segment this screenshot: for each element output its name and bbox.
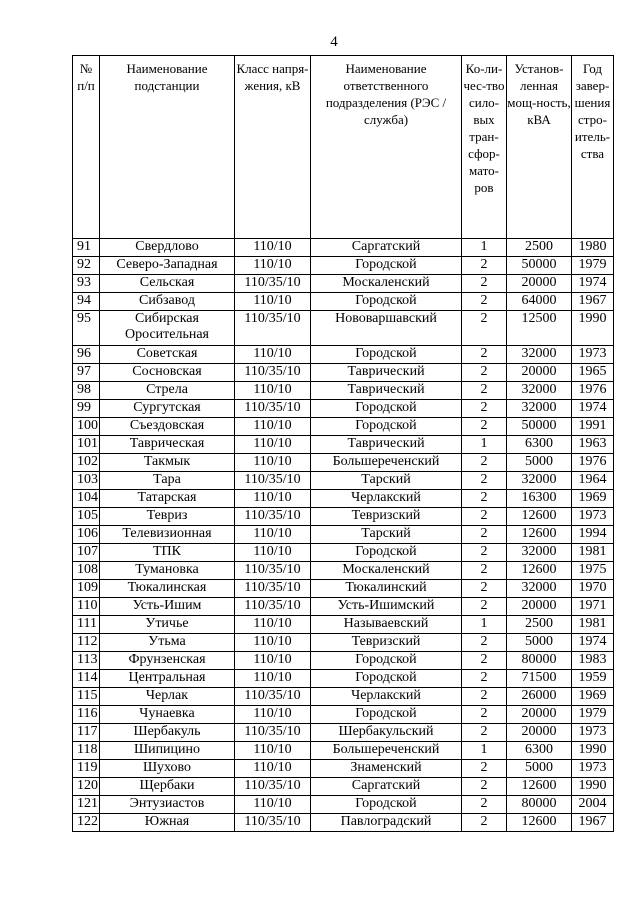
cell-name: Южная [100, 814, 235, 832]
header-power: Установ-ленная мощ-ность, кВА [507, 56, 572, 239]
cell-name: Шербакуль [100, 724, 235, 742]
cell-count: 2 [462, 778, 507, 796]
cell-power: 80000 [507, 796, 572, 814]
cell-count: 2 [462, 508, 507, 526]
cell-power: 50000 [507, 418, 572, 436]
cell-count: 2 [462, 346, 507, 364]
cell-count: 2 [462, 257, 507, 275]
cell-num: 121 [73, 796, 100, 814]
cell-year: 1994 [572, 526, 614, 544]
table-row [73, 346, 614, 364]
cell-division: Городской [311, 706, 462, 724]
cell-year: 2004 [572, 796, 614, 814]
header-count: Ко-ли-чес-тво сило-вых тран-сфор-мато-ров [462, 56, 507, 239]
cell-power: 5000 [507, 634, 572, 652]
cell-year: 1990 [572, 742, 614, 760]
cell-year: 1981 [572, 616, 614, 634]
table-row [73, 364, 614, 382]
cell-power: 64000 [507, 293, 572, 311]
cell-num: 110 [73, 598, 100, 616]
cell-division: Городской [311, 796, 462, 814]
cell-num: 102 [73, 454, 100, 472]
cell-division: Городской [311, 293, 462, 311]
cell-year: 1967 [572, 293, 614, 311]
cell-division: Тевризский [311, 508, 462, 526]
cell-voltage: 110/35/10 [235, 814, 311, 832]
cell-voltage: 110/10 [235, 293, 311, 311]
table-row [73, 454, 614, 472]
cell-division: Городской [311, 544, 462, 562]
cell-division: Усть-Ишимский [311, 598, 462, 616]
cell-voltage: 110/35/10 [235, 562, 311, 580]
cell-name: Телевизионная [100, 526, 235, 544]
cell-num: 115 [73, 688, 100, 706]
cell-voltage: 110/35/10 [235, 580, 311, 598]
cell-voltage: 110/10 [235, 706, 311, 724]
cell-name: Сибзавод [100, 293, 235, 311]
cell-num: 103 [73, 472, 100, 490]
cell-division: Таврический [311, 436, 462, 454]
table-row [73, 580, 614, 598]
cell-name: Таврическая [100, 436, 235, 454]
cell-voltage: 110/35/10 [235, 598, 311, 616]
cell-num: 97 [73, 364, 100, 382]
table-row [73, 490, 614, 508]
cell-year: 1969 [572, 490, 614, 508]
cell-year: 1969 [572, 688, 614, 706]
cell-count: 2 [462, 472, 507, 490]
table-row [73, 472, 614, 490]
cell-name: Усть-Ишим [100, 598, 235, 616]
cell-voltage: 110/10 [235, 454, 311, 472]
table-row [73, 778, 614, 796]
cell-division: Таврический [311, 364, 462, 382]
table-row [73, 796, 614, 814]
table-header [73, 56, 614, 239]
table-row [73, 436, 614, 454]
cell-count: 2 [462, 724, 507, 742]
cell-year: 1979 [572, 706, 614, 724]
cell-name: Тумановка [100, 562, 235, 580]
cell-count: 2 [462, 670, 507, 688]
cell-voltage: 110/10 [235, 616, 311, 634]
cell-year: 1959 [572, 670, 614, 688]
cell-name: Тара [100, 472, 235, 490]
cell-division: Нововаршавский [311, 311, 462, 346]
cell-division: Городской [311, 257, 462, 275]
cell-count: 2 [462, 580, 507, 598]
cell-power: 32000 [507, 580, 572, 598]
page-number: 4 [330, 34, 338, 50]
cell-power: 32000 [507, 382, 572, 400]
cell-num: 96 [73, 346, 100, 364]
cell-num: 100 [73, 418, 100, 436]
cell-count: 1 [462, 616, 507, 634]
cell-power: 26000 [507, 688, 572, 706]
table-row [73, 257, 614, 275]
cell-voltage: 110/10 [235, 239, 311, 257]
table-row [73, 526, 614, 544]
cell-count: 2 [462, 454, 507, 472]
cell-power: 20000 [507, 598, 572, 616]
cell-power: 12500 [507, 311, 572, 346]
cell-num: 92 [73, 257, 100, 275]
cell-division: Большереченский [311, 742, 462, 760]
cell-num: 119 [73, 760, 100, 778]
cell-voltage: 110/10 [235, 652, 311, 670]
cell-name: Тевриз [100, 508, 235, 526]
cell-voltage: 110/10 [235, 526, 311, 544]
cell-count: 2 [462, 275, 507, 293]
cell-num: 113 [73, 652, 100, 670]
cell-name: Такмык [100, 454, 235, 472]
cell-power: 5000 [507, 760, 572, 778]
cell-division: Москаленский [311, 275, 462, 293]
cell-year: 1970 [572, 580, 614, 598]
cell-num: 101 [73, 436, 100, 454]
cell-voltage: 110/10 [235, 346, 311, 364]
table-row [73, 670, 614, 688]
cell-name: Шипицино [100, 742, 235, 760]
cell-division: Городской [311, 400, 462, 418]
cell-year: 1976 [572, 382, 614, 400]
cell-power: 5000 [507, 454, 572, 472]
cell-count: 2 [462, 796, 507, 814]
cell-power: 12600 [507, 526, 572, 544]
cell-name: Центральная [100, 670, 235, 688]
cell-name: Стрела [100, 382, 235, 400]
cell-power: 32000 [507, 346, 572, 364]
cell-name: Утичье [100, 616, 235, 634]
cell-name: Фрунзенская [100, 652, 235, 670]
cell-name: Северо-Западная [100, 257, 235, 275]
header-voltage: Класс напря-жения, кВ [235, 56, 311, 239]
cell-voltage: 110/35/10 [235, 275, 311, 293]
cell-name: Энтузиастов [100, 796, 235, 814]
table-row [73, 688, 614, 706]
cell-num: 107 [73, 544, 100, 562]
table-row [73, 293, 614, 311]
cell-year: 1973 [572, 760, 614, 778]
cell-count: 2 [462, 293, 507, 311]
cell-count: 2 [462, 311, 507, 346]
cell-power: 12600 [507, 778, 572, 796]
cell-voltage: 110/35/10 [235, 364, 311, 382]
cell-num: 105 [73, 508, 100, 526]
cell-voltage: 110/10 [235, 544, 311, 562]
cell-count: 2 [462, 652, 507, 670]
cell-power: 20000 [507, 364, 572, 382]
cell-voltage: 110/35/10 [235, 400, 311, 418]
header-num: № п/п [73, 56, 100, 239]
cell-name: Сургутская [100, 400, 235, 418]
cell-num: 114 [73, 670, 100, 688]
cell-count: 2 [462, 562, 507, 580]
cell-year: 1983 [572, 652, 614, 670]
cell-count: 2 [462, 598, 507, 616]
cell-voltage: 110/35/10 [235, 472, 311, 490]
cell-voltage: 110/10 [235, 742, 311, 760]
cell-count: 2 [462, 706, 507, 724]
cell-name: Чунаевка [100, 706, 235, 724]
cell-voltage: 110/35/10 [235, 688, 311, 706]
cell-name: Шухово [100, 760, 235, 778]
cell-division: Городской [311, 652, 462, 670]
cell-year: 1963 [572, 436, 614, 454]
header-year: Год завер-шения стро-итель-ства [572, 56, 614, 239]
cell-num: 106 [73, 526, 100, 544]
header-division: Наименование ответственного подразделения (РЭС / служба) [311, 56, 462, 239]
cell-count: 2 [462, 418, 507, 436]
cell-voltage: 110/10 [235, 418, 311, 436]
cell-num: 112 [73, 634, 100, 652]
cell-voltage: 110/10 [235, 490, 311, 508]
cell-division: Москаленский [311, 562, 462, 580]
cell-power: 2500 [507, 239, 572, 257]
cell-year: 1964 [572, 472, 614, 490]
cell-name: Съездовская [100, 418, 235, 436]
table-body [73, 239, 614, 832]
cell-voltage: 110/35/10 [235, 724, 311, 742]
table-row [73, 311, 614, 346]
table-row [73, 544, 614, 562]
table-row [73, 562, 614, 580]
cell-division: Называевский [311, 616, 462, 634]
cell-count: 2 [462, 814, 507, 832]
cell-year: 1980 [572, 239, 614, 257]
cell-year: 1973 [572, 508, 614, 526]
table-row [73, 382, 614, 400]
cell-num: 122 [73, 814, 100, 832]
cell-year: 1967 [572, 814, 614, 832]
cell-power: 12600 [507, 562, 572, 580]
cell-voltage: 110/10 [235, 634, 311, 652]
cell-count: 2 [462, 634, 507, 652]
table-row [73, 634, 614, 652]
cell-division: Городской [311, 418, 462, 436]
cell-voltage: 110/10 [235, 670, 311, 688]
cell-num: 104 [73, 490, 100, 508]
cell-power: 2500 [507, 616, 572, 634]
cell-year: 1991 [572, 418, 614, 436]
cell-power: 50000 [507, 257, 572, 275]
table-row [73, 418, 614, 436]
cell-count: 2 [462, 760, 507, 778]
cell-num: 99 [73, 400, 100, 418]
cell-year: 1990 [572, 311, 614, 346]
cell-voltage: 110/10 [235, 382, 311, 400]
cell-voltage: 110/35/10 [235, 311, 311, 346]
cell-year: 1973 [572, 346, 614, 364]
cell-division: Большереченский [311, 454, 462, 472]
cell-power: 71500 [507, 670, 572, 688]
cell-num: 118 [73, 742, 100, 760]
cell-year: 1971 [572, 598, 614, 616]
cell-year: 1990 [572, 778, 614, 796]
cell-power: 16300 [507, 490, 572, 508]
table-row [73, 598, 614, 616]
cell-division: Городской [311, 346, 462, 364]
table-row [73, 239, 614, 257]
cell-name: Тюкалинская [100, 580, 235, 598]
cell-count: 2 [462, 544, 507, 562]
cell-division: Тарский [311, 526, 462, 544]
cell-division: Знаменский [311, 760, 462, 778]
cell-power: 32000 [507, 472, 572, 490]
table-row [73, 760, 614, 778]
cell-name: Сибирская Оросительная [100, 311, 235, 346]
cell-voltage: 110/10 [235, 760, 311, 778]
cell-power: 20000 [507, 724, 572, 742]
cell-count: 1 [462, 239, 507, 257]
cell-power: 12600 [507, 814, 572, 832]
table-row [73, 706, 614, 724]
cell-power: 12600 [507, 508, 572, 526]
cell-count: 2 [462, 400, 507, 418]
cell-count: 2 [462, 490, 507, 508]
cell-year: 1976 [572, 454, 614, 472]
substations-table [72, 55, 614, 832]
cell-name: Сельская [100, 275, 235, 293]
cell-power: 20000 [507, 706, 572, 724]
cell-division: Таврический [311, 382, 462, 400]
cell-year: 1965 [572, 364, 614, 382]
cell-count: 2 [462, 364, 507, 382]
cell-division: Саргатский [311, 239, 462, 257]
cell-name: Черлак [100, 688, 235, 706]
cell-division: Павлоградский [311, 814, 462, 832]
table-row [73, 508, 614, 526]
cell-count: 2 [462, 688, 507, 706]
table-row [73, 724, 614, 742]
cell-name: Советская [100, 346, 235, 364]
cell-voltage: 110/35/10 [235, 778, 311, 796]
cell-division: Тевризский [311, 634, 462, 652]
cell-num: 117 [73, 724, 100, 742]
cell-name: Свердлово [100, 239, 235, 257]
cell-power: 6300 [507, 436, 572, 454]
cell-division: Черлакский [311, 490, 462, 508]
cell-division: Тарский [311, 472, 462, 490]
cell-name: Сосновская [100, 364, 235, 382]
cell-num: 111 [73, 616, 100, 634]
cell-num: 109 [73, 580, 100, 598]
cell-division: Саргатский [311, 778, 462, 796]
cell-num: 98 [73, 382, 100, 400]
cell-num: 95 [73, 311, 100, 346]
cell-name: Щербаки [100, 778, 235, 796]
cell-division: Тюкалинский [311, 580, 462, 598]
cell-name: Утьма [100, 634, 235, 652]
cell-name: Татарская [100, 490, 235, 508]
cell-power: 32000 [507, 544, 572, 562]
cell-num: 120 [73, 778, 100, 796]
cell-num: 116 [73, 706, 100, 724]
header-name: Наименование подстанции [100, 56, 235, 239]
cell-count: 1 [462, 436, 507, 454]
cell-year: 1973 [572, 724, 614, 742]
cell-voltage: 110/10 [235, 436, 311, 454]
cell-power: 80000 [507, 652, 572, 670]
cell-num: 93 [73, 275, 100, 293]
cell-year: 1974 [572, 400, 614, 418]
cell-year: 1975 [572, 562, 614, 580]
cell-num: 108 [73, 562, 100, 580]
table-row [73, 275, 614, 293]
cell-count: 2 [462, 526, 507, 544]
table-row [73, 652, 614, 670]
cell-power: 6300 [507, 742, 572, 760]
cell-voltage: 110/35/10 [235, 508, 311, 526]
cell-year: 1974 [572, 634, 614, 652]
cell-num: 94 [73, 293, 100, 311]
cell-voltage: 110/10 [235, 796, 311, 814]
cell-name: ТПК [100, 544, 235, 562]
cell-year: 1979 [572, 257, 614, 275]
table-row [73, 616, 614, 634]
cell-year: 1974 [572, 275, 614, 293]
cell-division: Городской [311, 670, 462, 688]
cell-power: 20000 [507, 275, 572, 293]
cell-count: 2 [462, 382, 507, 400]
cell-year: 1981 [572, 544, 614, 562]
table-row [73, 742, 614, 760]
cell-power: 32000 [507, 400, 572, 418]
cell-voltage: 110/10 [235, 257, 311, 275]
table-row [73, 400, 614, 418]
table-row [73, 814, 614, 832]
cell-division: Черлакский [311, 688, 462, 706]
cell-division: Шербакульский [311, 724, 462, 742]
cell-count: 1 [462, 742, 507, 760]
cell-num: 91 [73, 239, 100, 257]
